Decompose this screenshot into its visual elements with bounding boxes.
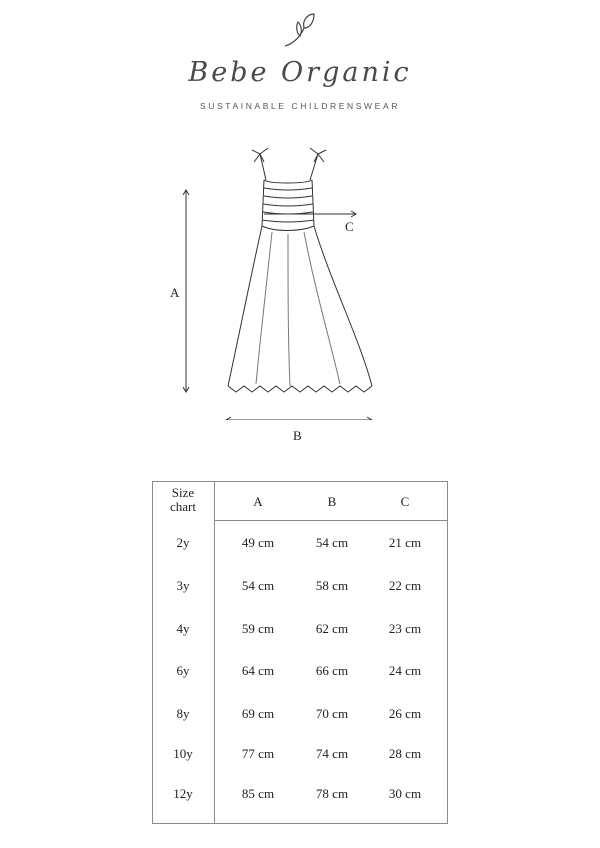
row-value-a: 69 cm xyxy=(241,706,275,721)
dimension-b-label: B xyxy=(293,428,302,443)
row-value-a: 59 cm xyxy=(241,621,275,636)
row-size: 3y xyxy=(176,578,190,593)
row-value-a: 85 cm xyxy=(241,786,275,801)
corner-line-2: chart xyxy=(170,499,196,514)
dress-illustration xyxy=(160,140,380,420)
leaf-logo-icon xyxy=(280,10,320,50)
row-value-c: 28 cm xyxy=(388,746,422,761)
row-size: 4y xyxy=(176,621,190,636)
row-value-b: 54 cm xyxy=(315,535,349,550)
row-value-b: 66 cm xyxy=(315,663,349,678)
row-size: 2y xyxy=(176,535,190,550)
size-chart-table xyxy=(152,481,448,824)
row-value-b: 70 cm xyxy=(315,706,349,721)
row-value-c: 21 cm xyxy=(388,535,422,550)
corner-line-1: Size xyxy=(171,485,195,500)
row-value-a: 49 cm xyxy=(241,535,275,550)
brand-header xyxy=(0,0,600,130)
row-size: 8y xyxy=(176,706,190,721)
row-value-a: 64 cm xyxy=(241,663,275,678)
row-value-b: 58 cm xyxy=(315,578,349,593)
brand-tagline: SUSTAINABLE CHILDRENSWEAR xyxy=(200,101,400,111)
row-value-b: 74 cm xyxy=(315,746,349,761)
column-header-b: B xyxy=(327,494,337,509)
row-value-a: 77 cm xyxy=(241,746,275,761)
dimension-c-label: C xyxy=(345,219,354,234)
row-value-b: 78 cm xyxy=(315,786,349,801)
row-value-b: 62 cm xyxy=(315,621,349,636)
row-value-c: 26 cm xyxy=(388,706,422,721)
row-size: 12y xyxy=(173,786,193,801)
row-value-a: 54 cm xyxy=(241,578,275,593)
column-header-a: A xyxy=(253,494,263,509)
brand-name: Bebe Organic xyxy=(188,57,412,88)
dimension-a-label: A xyxy=(170,285,180,300)
table-corner-label xyxy=(170,486,196,514)
table-header-divider xyxy=(214,520,447,521)
row-value-c: 23 cm xyxy=(388,621,422,636)
row-size: 10y xyxy=(173,746,193,761)
row-size: 6y xyxy=(176,663,190,678)
row-value-c: 22 cm xyxy=(388,578,422,593)
table-vertical-divider xyxy=(214,482,215,823)
column-header-c: C xyxy=(400,494,410,509)
row-value-c: 24 cm xyxy=(388,663,422,678)
row-value-c: 30 cm xyxy=(388,786,422,801)
